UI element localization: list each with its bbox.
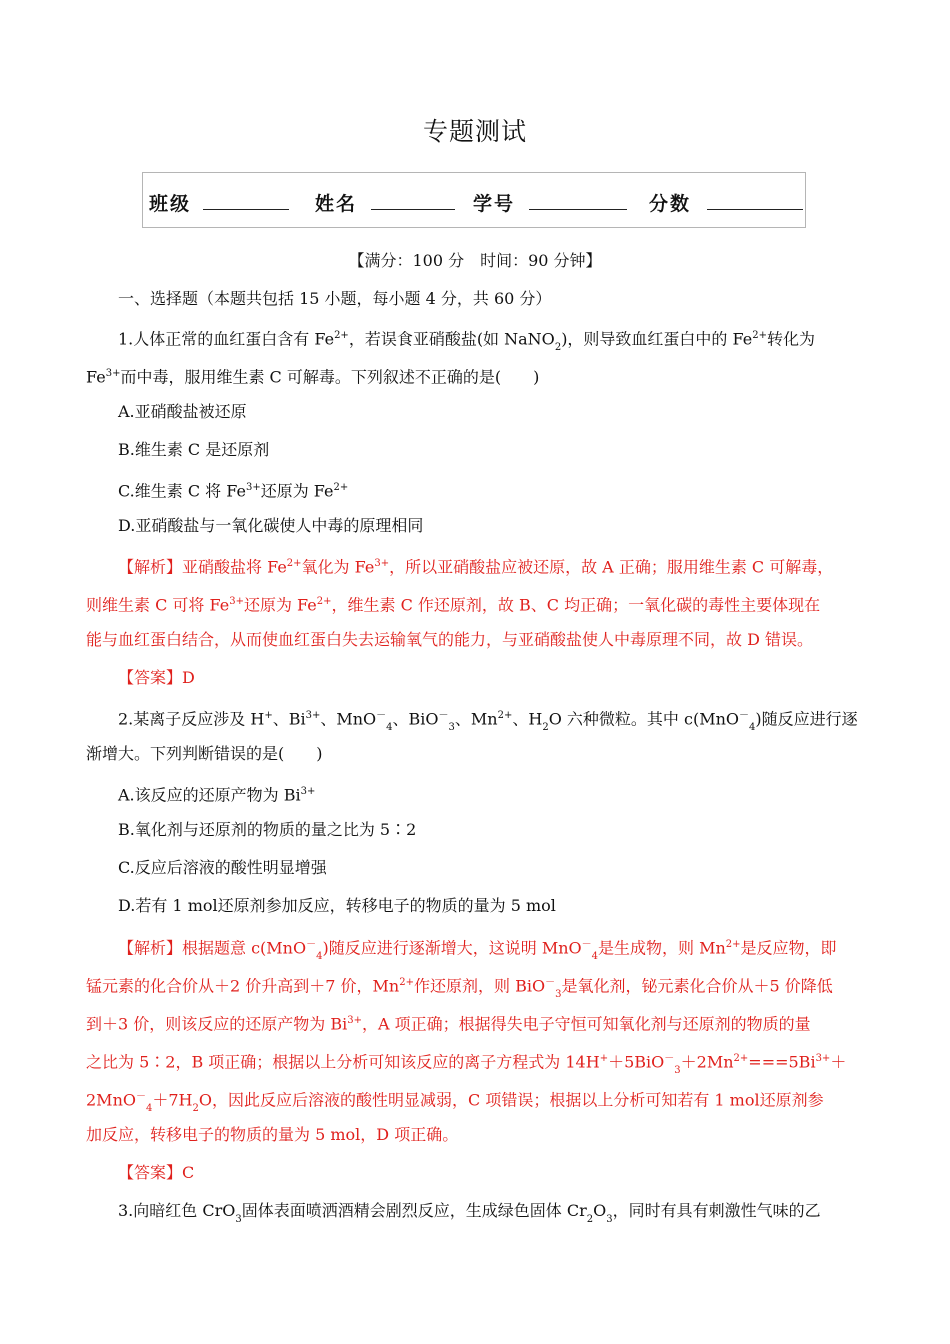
q1-option-d: D.亚硝酸盐与一氧化碳使人中毒的原理相同 xyxy=(118,516,424,535)
exam-meta: 【满分：100 分 时间：90 分钟】 xyxy=(348,251,602,270)
section-heading: 一、选择题（本题共包括 15 小题，每小题 4 分，共 60 分） xyxy=(118,289,552,308)
q2-analysis-line6: 加反应，转移电子的物质的量为 5 mol，D 项正确。 xyxy=(86,1125,459,1144)
page-title: 专题测试 xyxy=(422,117,527,146)
class-blank[interactable] xyxy=(203,209,289,210)
q2-answer: 【答案】C xyxy=(118,1163,195,1182)
q1-option-b: B.维生素 C 是还原剂 xyxy=(118,440,270,459)
class-label: 班级 xyxy=(149,193,192,215)
q2-analysis-line2: 锰元素的化合价从＋2 价升高到＋7 价，$Mn^{2+}$作还原剂，则 BiO－$_3$是氧化剂，铋元素化合价从＋5 价降低 xyxy=(86,976,833,1001)
q2-option-c: C.反应后溶液的酸性明显增强 xyxy=(118,858,327,877)
q1-stem-line1: 1.人体正常的血红蛋白含有 $Fe^{2+}$，若误食亚硝酸盐(如 NaNO$_2$)，则导致血红蛋白中的 $Fe^{2+}$转化为 xyxy=(118,329,815,354)
name-label: 姓名 xyxy=(315,193,358,215)
q2-analysis-line5: $2MnO^-_4+7H_2O$，因此反应后溶液的酸性明显减弱，C 项错误；根据以上分析可知若有 1 mol还原剂参 xyxy=(86,1090,824,1115)
score-label: 分数 xyxy=(649,193,692,215)
q1-option-c: C.维生素 C 将 $Fe^{3+}$还原为 $Fe^{2+}$ xyxy=(118,481,349,501)
score-blank[interactable] xyxy=(707,209,803,210)
q2-analysis-line3: 到＋3 价，则该反应的还原产物为 $Bi^{3+}$，A 项正确；根据得失电子守恒可知氧化剂与还原剂的物质的量 xyxy=(86,1014,811,1034)
q1-stem-line2: $Fe^{3+}$而中毒，服用维生素 C 可解毒。下列叙述不正确的是( ) xyxy=(86,367,540,387)
q1-analysis-line3: 能与血红蛋白结合，从而使血红蛋白失去运输氧气的能力，与亚硝酸盐使人中毒原理不同，故 D 错误。 xyxy=(86,630,814,649)
name-blank[interactable] xyxy=(371,209,455,210)
q2-option-b: B.氧化剂与还原剂的物质的量之比为 5∶2 xyxy=(118,820,417,839)
q3-stem-line1: 3.向暗红色 CrO$_3$固体表面喷洒酒精会剧烈反应，生成绿色固体 $Cr_2O_3$，同时有具有刺激性气味的乙 xyxy=(118,1201,821,1225)
student-id-label: 学号 xyxy=(473,193,516,215)
q1-option-a: A.亚硝酸盐被还原 xyxy=(118,402,247,421)
q2-stem-line1: 2.某离子反应涉及 H+、$Bi^{3+}$、MnO－$_4$、BiO－$_3$、$Mn^{2+}$、$H_2O$ 六种微粒。其中 c(MnO－$_4$)随反应进行逐 xyxy=(118,709,858,734)
q2-option-d: D.若有 1 mol还原剂参加反应，转移电子的物质的量为 5 mol xyxy=(118,896,556,915)
student-id-blank[interactable] xyxy=(529,209,627,210)
q2-analysis-line1: 【解析】根据题意 c(MnO－$_4$)随反应进行逐渐增大，这说明 MnO－$_4$是生成物，则 $Mn^{2+}$是反应物，即 xyxy=(118,938,837,963)
q2-stem-line2: 渐增大。下列判断错误的是( ) xyxy=(86,744,323,763)
q2-analysis-line4: 之比为 5∶2，B 项正确；根据以上分析可知该反应的离子方程式为 $14H^++5BiO^-_3+2Mn^{2+}===5Bi^{3+}+$ xyxy=(86,1052,847,1077)
q1-analysis-line2: 则维生素 C 可将 $Fe^{3+}$还原为 $Fe^{2+}$，维生素 C 作还原剂，故 B、C 均正确；一氧化碳的毒性主要体现在 xyxy=(86,595,821,615)
q1-analysis-line1: 【解析】亚硝酸盐将 $Fe^{2+}$氧化为 $Fe^{3+}$，所以亚硝酸盐应被还原，故 A 正确；服用维生素 C 可解毒， xyxy=(118,557,834,577)
q2-option-a: A.该反应的还原产物为 $Bi^{3+}$ xyxy=(118,785,316,805)
student-info-box xyxy=(142,172,806,228)
q1-answer: 【答案】D xyxy=(118,668,195,687)
